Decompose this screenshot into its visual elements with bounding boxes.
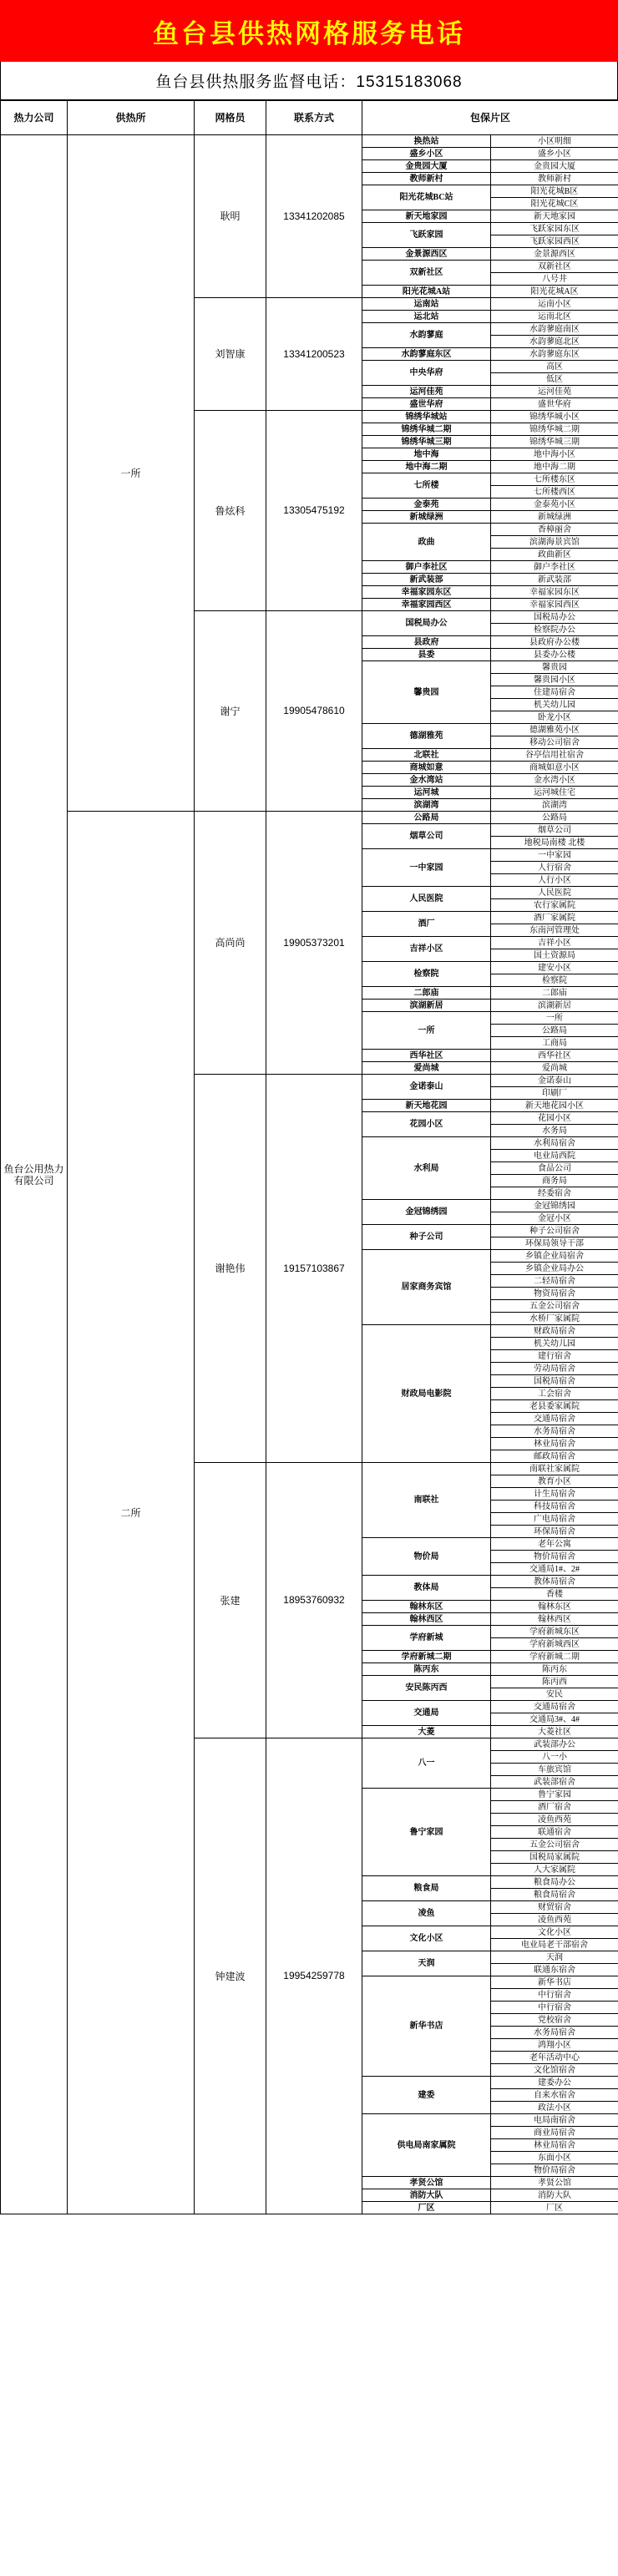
block-cell: 翰林东区 bbox=[362, 1601, 491, 1613]
sub-area-cell: 地中海二期 bbox=[491, 461, 618, 473]
sub-area-cell: 金冠小区 bbox=[491, 1212, 618, 1225]
sub-area-cell: 物价局宿舍 bbox=[491, 2164, 618, 2177]
sub-area-cell: 东面小区 bbox=[491, 2152, 618, 2164]
sub-area-cell: 检察院办公 bbox=[491, 624, 618, 636]
header-cell: 供热所 bbox=[68, 101, 195, 135]
block-cell: 财政局电影院 bbox=[362, 1325, 491, 1463]
supervision-hotline: 鱼台县供热服务监督电话：15315183068 bbox=[0, 62, 618, 100]
sub-area-cell: 盛乡小区 bbox=[491, 148, 618, 160]
block-cell: 双新社区 bbox=[362, 261, 491, 286]
block-cell: 御户李社区 bbox=[362, 561, 491, 574]
block-cell: 大菱 bbox=[362, 1726, 491, 1738]
block-cell: 水利局 bbox=[362, 1137, 491, 1200]
sub-area-cell: 飞跃家园西区 bbox=[491, 235, 618, 248]
block-cell: 锦绣华城三期 bbox=[362, 436, 491, 448]
sub-area-cell: 国税局家属院 bbox=[491, 1851, 618, 1864]
block-cell: 金水湾站 bbox=[362, 774, 491, 787]
sub-area-cell: 商务局 bbox=[491, 1175, 618, 1187]
sub-area-cell: 林业局宿舍 bbox=[491, 2139, 618, 2152]
block-cell: 粮食局 bbox=[362, 1876, 491, 1901]
sub-area-cell: 阳光花城B区 bbox=[491, 185, 618, 198]
sub-area-cell: 滨湖湾 bbox=[491, 799, 618, 812]
worker-name: 耿明 bbox=[195, 135, 266, 298]
sub-area-cell: 建委办公 bbox=[491, 2077, 618, 2089]
sub-area-cell: 交通局3#、4# bbox=[491, 1713, 618, 1726]
block-cell: 种子公司 bbox=[362, 1225, 491, 1250]
sub-area-cell: 林业局宿舍 bbox=[491, 1438, 618, 1450]
sub-area-cell: 移动公司宿舍 bbox=[491, 736, 618, 749]
block-cell: 阳光花城BC站 bbox=[362, 185, 491, 210]
sub-area-cell: 食品公司 bbox=[491, 1162, 618, 1175]
sub-area-cell: 八一小 bbox=[491, 1751, 618, 1764]
sub-area-cell: 科技局宿舍 bbox=[491, 1501, 618, 1513]
worker-phone: 19157103867 bbox=[266, 1075, 362, 1463]
block-cell: 教师新村 bbox=[362, 173, 491, 185]
sub-area-cell: 车旅宾馆 bbox=[491, 1764, 618, 1776]
sub-area-cell: 文化小区 bbox=[491, 1926, 618, 1939]
block-cell: 滨湖新居 bbox=[362, 1000, 491, 1012]
sub-area-cell: 陈丙西 bbox=[491, 1676, 618, 1688]
worker-name: 谢艳伟 bbox=[195, 1075, 266, 1463]
block-cell: 运河城 bbox=[362, 787, 491, 799]
sub-area-cell: 种子公司宿舍 bbox=[491, 1225, 618, 1237]
block-cell: 新城绿洲 bbox=[362, 511, 491, 524]
sub-area-cell: 金冠锦绣园 bbox=[491, 1200, 618, 1212]
sub-area-cell: 水务局 bbox=[491, 1125, 618, 1137]
sub-area-cell: 农行家属院 bbox=[491, 899, 618, 912]
block-cell: 七所楼 bbox=[362, 473, 491, 498]
block-cell: 陈丙东 bbox=[362, 1663, 491, 1676]
block-cell: 商城如意 bbox=[362, 762, 491, 774]
block-cell: 学府新城 bbox=[362, 1626, 491, 1651]
sub-area-cell: 吉祥小区 bbox=[491, 937, 618, 949]
sub-area-cell: 运河佳苑 bbox=[491, 386, 618, 398]
block-cell: 地中海 bbox=[362, 448, 491, 461]
block-cell: 检察院 bbox=[362, 962, 491, 987]
sub-area-cell: 商业局宿舍 bbox=[491, 2127, 618, 2139]
sub-area-cell: 经委宿舍 bbox=[491, 1187, 618, 1200]
block-cell: 金冠锦绣园 bbox=[362, 1200, 491, 1225]
block-cell: 新天地花园 bbox=[362, 1100, 491, 1112]
sub-area-cell: 人大家属院 bbox=[491, 1864, 618, 1876]
header-cell: 网格员 bbox=[195, 101, 266, 135]
block-cell: 安民陈丙西 bbox=[362, 1676, 491, 1701]
sub-area-cell: 新城绿洲 bbox=[491, 511, 618, 524]
sub-area-cell: 金泰苑小区 bbox=[491, 498, 618, 511]
sub-area-cell: 计生局宿舍 bbox=[491, 1488, 618, 1501]
sub-area-cell: 水韵蓼庭东区 bbox=[491, 348, 618, 361]
sub-area-cell: 五金公司宿舍 bbox=[491, 1839, 618, 1851]
sub-area-cell: 财政局宿舍 bbox=[491, 1325, 618, 1338]
sub-area-cell: 老年公寓 bbox=[491, 1538, 618, 1551]
sub-area-cell: 二郎庙 bbox=[491, 987, 618, 1000]
sub-area-cell: 锦绣华城三期 bbox=[491, 436, 618, 448]
sub-area-cell: 工会宿舍 bbox=[491, 1388, 618, 1400]
block-cell: 水韵蓼庭 bbox=[362, 323, 491, 348]
sub-area-cell: 机关幼儿园 bbox=[491, 699, 618, 711]
block-cell: 吉祥小区 bbox=[362, 937, 491, 962]
block-cell: 幸福家园西区 bbox=[362, 599, 491, 611]
sub-area-cell: 县委办公楼 bbox=[491, 649, 618, 661]
block-cell: 八一 bbox=[362, 1738, 491, 1789]
block-cell: 建委 bbox=[362, 2077, 491, 2114]
sub-area-cell: 飞跃家园东区 bbox=[491, 223, 618, 235]
sub-area-cell: 中行宿舍 bbox=[491, 2002, 618, 2014]
worker-phone: 19905373201 bbox=[266, 812, 362, 1075]
worker-name: 鲁炫科 bbox=[195, 411, 266, 611]
sub-area-cell: 新武装部 bbox=[491, 574, 618, 586]
sub-area-cell: 消防大队 bbox=[491, 2189, 618, 2202]
sub-area-cell: 馨贵园 bbox=[491, 661, 618, 674]
block-cell: 运南站 bbox=[362, 298, 491, 311]
sub-area-cell: 公路局 bbox=[491, 1025, 618, 1037]
table-row bbox=[1, 812, 618, 824]
block-cell: 酒厂 bbox=[362, 912, 491, 937]
block-cell: 金泰苑 bbox=[362, 498, 491, 511]
sub-area-cell: 陈丙东 bbox=[491, 1663, 618, 1676]
worker-name: 高尚尚 bbox=[195, 812, 266, 1075]
sub-area-cell: 教育小区 bbox=[491, 1475, 618, 1488]
sub-area-cell: 检察院 bbox=[491, 974, 618, 987]
page-title: 鱼台县供热网格服务电话 bbox=[0, 0, 618, 62]
sub-area-cell: 东南河管理处 bbox=[491, 924, 618, 937]
block-cell: 翰林西区 bbox=[362, 1613, 491, 1626]
block-cell: 运河佳苑 bbox=[362, 386, 491, 398]
sub-area-cell: 阳光花城A区 bbox=[491, 286, 618, 298]
block-cell: 鲁宁家园 bbox=[362, 1789, 491, 1876]
worker-name: 谢宁 bbox=[195, 611, 266, 812]
sub-area-cell: 金贵园大厦 bbox=[491, 160, 618, 173]
block-cell: 国税局办公 bbox=[362, 611, 491, 636]
sub-area-cell: 滨湖新居 bbox=[491, 1000, 618, 1012]
sub-area-cell: 文化馆宿舍 bbox=[491, 2064, 618, 2077]
sub-area-cell: 自来水宿舍 bbox=[491, 2089, 618, 2102]
block-cell: 厂区 bbox=[362, 2202, 491, 2214]
block-cell: 新天地家园 bbox=[362, 210, 491, 223]
sub-area-cell: 交通局宿舍 bbox=[491, 1701, 618, 1713]
sub-area-cell: 八号井 bbox=[491, 273, 618, 286]
block-cell: 县委 bbox=[362, 649, 491, 661]
sub-area-cell: 交通局宿舍 bbox=[491, 1413, 618, 1425]
sub-area-cell: 低区 bbox=[491, 373, 618, 386]
sub-area-cell: 花园小区 bbox=[491, 1112, 618, 1125]
block-cell: 花园小区 bbox=[362, 1112, 491, 1137]
block-cell: 公路局 bbox=[362, 812, 491, 824]
block-cell: 锦绣华城二期 bbox=[362, 423, 491, 436]
block-cell: 人民医院 bbox=[362, 887, 491, 912]
sub-area-cell: 财贸宿舍 bbox=[491, 1901, 618, 1914]
block-cell: 烟草公司 bbox=[362, 824, 491, 849]
sub-area-cell: 地税局南楼 北楼 bbox=[491, 837, 618, 849]
sub-area-cell: 国税局宿舍 bbox=[491, 1375, 618, 1388]
sub-area-cell: 印刷厂 bbox=[491, 1087, 618, 1100]
sub-area-cell: 锦绣华城二期 bbox=[491, 423, 618, 436]
worker-name: 钟建波 bbox=[195, 1738, 266, 2214]
sub-area-cell: 人民医院 bbox=[491, 887, 618, 899]
sub-area-cell: 馨贵园小区 bbox=[491, 674, 618, 686]
sub-area-cell: 香樟丽舍 bbox=[491, 524, 618, 536]
block-cell: 滨湖湾 bbox=[362, 799, 491, 812]
sub-area-cell: 幸福家园东区 bbox=[491, 586, 618, 599]
table-body bbox=[1, 101, 618, 2214]
sub-area-cell: 滨湖海景宾馆 bbox=[491, 536, 618, 549]
sub-area-cell: 盛世华府 bbox=[491, 398, 618, 411]
sub-area-cell: 物资局宿舍 bbox=[491, 1288, 618, 1300]
sub-area-cell: 环保局领导干部 bbox=[491, 1237, 618, 1250]
block-cell: 运北站 bbox=[362, 311, 491, 323]
sub-area-cell: 国税局办公 bbox=[491, 611, 618, 624]
block-cell: 地中海二期 bbox=[362, 461, 491, 473]
sub-area-cell: 教师新村 bbox=[491, 173, 618, 185]
sub-area-cell: 运南小区 bbox=[491, 298, 618, 311]
sub-area-cell: 住建局宿舍 bbox=[491, 686, 618, 699]
sub-area-cell: 孝贤公馆 bbox=[491, 2177, 618, 2189]
sub-area-cell: 粮食局宿舍 bbox=[491, 1889, 618, 1901]
sub-area-cell: 邮政局宿舍 bbox=[491, 1450, 618, 1463]
block-cell: 消防大队 bbox=[362, 2189, 491, 2202]
sub-area-cell: 厂区 bbox=[491, 2202, 618, 2214]
sub-area-cell: 武装部宿舍 bbox=[491, 1776, 618, 1789]
sub-area-cell: 御户李社区 bbox=[491, 561, 618, 574]
sub-area-cell: 爱尚城 bbox=[491, 1062, 618, 1075]
sub-area-cell: 教体局宿舍 bbox=[491, 1576, 618, 1588]
sub-area-cell: 金水湾小区 bbox=[491, 774, 618, 787]
sub-area-cell: 锦绣华城小区 bbox=[491, 411, 618, 423]
sub-area-cell: 香楼 bbox=[491, 1588, 618, 1601]
sub-area-cell: 县政府办公楼 bbox=[491, 636, 618, 649]
block-cell: 物价局 bbox=[362, 1538, 491, 1576]
sub-area-cell: 水务局宿舍 bbox=[491, 1425, 618, 1438]
worker-phone: 13305475192 bbox=[266, 411, 362, 611]
block-cell: 飞跃家园 bbox=[362, 223, 491, 248]
block-cell: 金景源西区 bbox=[362, 248, 491, 261]
block-cell: 供电局南家属院 bbox=[362, 2114, 491, 2177]
block-cell: 学府新城二期 bbox=[362, 1651, 491, 1663]
station-cell: 二所 bbox=[68, 812, 195, 2214]
sub-area-cell: 一所 bbox=[491, 1012, 618, 1025]
sub-area-cell: 人行小区 bbox=[491, 874, 618, 887]
sub-area-cell: 安民 bbox=[491, 1688, 618, 1701]
sub-area-cell: 水桥厂家属院 bbox=[491, 1313, 618, 1325]
block-cell: 换热站 bbox=[362, 135, 491, 148]
sub-area-cell: 工商局 bbox=[491, 1037, 618, 1050]
block-cell: 政曲 bbox=[362, 524, 491, 561]
block-cell: 文化小区 bbox=[362, 1926, 491, 1951]
block-cell: 交通局 bbox=[362, 1701, 491, 1726]
sub-area-cell: 酒厂宿舍 bbox=[491, 1801, 618, 1814]
sub-area-cell: 乡镇企业局办公 bbox=[491, 1263, 618, 1275]
sub-area-cell: 中行宿舍 bbox=[491, 1989, 618, 2002]
block-cell: 西华社区 bbox=[362, 1050, 491, 1062]
sub-area-cell: 国土资源局 bbox=[491, 949, 618, 962]
sub-area-cell: 双新社区 bbox=[491, 261, 618, 273]
sub-area-cell: 建行宿舍 bbox=[491, 1350, 618, 1363]
worker-phone: 13341200523 bbox=[266, 298, 362, 411]
sub-area-cell: 老县委家属院 bbox=[491, 1400, 618, 1413]
block-cell: 馨贵园 bbox=[362, 661, 491, 724]
station-cell: 一所 bbox=[68, 135, 195, 812]
worker-name: 张建 bbox=[195, 1463, 266, 1738]
header-row bbox=[1, 101, 618, 135]
sub-area-cell: 酒厂家属院 bbox=[491, 912, 618, 924]
sub-area-cell: 建安小区 bbox=[491, 962, 618, 974]
sub-area-cell: 粮食局办公 bbox=[491, 1876, 618, 1889]
sub-area-cell: 翰林西区 bbox=[491, 1613, 618, 1626]
sub-area-cell: 五金公司宿舍 bbox=[491, 1300, 618, 1313]
sub-area-cell: 人行宿舍 bbox=[491, 862, 618, 874]
sub-area-cell: 广电局宿舍 bbox=[491, 1513, 618, 1526]
block-cell: 锦绣华城站 bbox=[362, 411, 491, 423]
block-cell: 居家商务宾馆 bbox=[362, 1250, 491, 1325]
sub-area-cell: 公路局 bbox=[491, 812, 618, 824]
block-cell: 新华书店 bbox=[362, 1976, 491, 2077]
sub-area-cell: 水韵蓼庭南区 bbox=[491, 323, 618, 336]
sub-area-cell: 德湖雅苑小区 bbox=[491, 724, 618, 736]
sub-area-cell: 二轻局宿舍 bbox=[491, 1275, 618, 1288]
sub-area-cell: 商城如意小区 bbox=[491, 762, 618, 774]
sub-area-cell: 凌鱼西苑 bbox=[491, 1814, 618, 1826]
block-cell: 二郎庙 bbox=[362, 987, 491, 1000]
sub-area-cell: 联通东宿舍 bbox=[491, 1964, 618, 1976]
sub-area-cell: 大菱社区 bbox=[491, 1726, 618, 1738]
sub-area-cell: 烟草公司 bbox=[491, 824, 618, 837]
block-cell: 阳光花城A站 bbox=[362, 286, 491, 298]
block-cell: 天润 bbox=[362, 1951, 491, 1976]
block-cell: 一中家园 bbox=[362, 849, 491, 887]
company-cell: 鱼台公用热力有限公司 bbox=[1, 135, 68, 2214]
sub-area-cell: 七所楼西区 bbox=[491, 486, 618, 498]
sub-area-cell: 地中海小区 bbox=[491, 448, 618, 461]
sub-area-cell: 运河城住宅 bbox=[491, 787, 618, 799]
block-cell: 教体局 bbox=[362, 1576, 491, 1601]
sub-area-cell: 老年活动中心 bbox=[491, 2052, 618, 2064]
sub-area-cell: 西华社区 bbox=[491, 1050, 618, 1062]
sub-area-cell: 交通局1#、2# bbox=[491, 1563, 618, 1576]
sub-area-cell: 政曲新区 bbox=[491, 549, 618, 561]
block-cell: 中央华府 bbox=[362, 361, 491, 386]
worker-phone: 19905478610 bbox=[266, 611, 362, 812]
block-cell: 盛世华府 bbox=[362, 398, 491, 411]
block-cell: 南联社 bbox=[362, 1463, 491, 1538]
sub-area-cell: 金景源西区 bbox=[491, 248, 618, 261]
sub-area-cell: 学府新城二期 bbox=[491, 1651, 618, 1663]
sub-area-cell: 一中家园 bbox=[491, 849, 618, 862]
sub-area-cell: 凌鱼西苑 bbox=[491, 1914, 618, 1926]
sub-area-cell: 电业局老干部宿舍 bbox=[491, 1939, 618, 1951]
sub-area-cell: 新天地家园 bbox=[491, 210, 618, 223]
block-cell: 水韵蓼庭东区 bbox=[362, 348, 491, 361]
sub-area-cell: 学府新城东区 bbox=[491, 1626, 618, 1638]
sub-area-cell: 南联社家属院 bbox=[491, 1463, 618, 1475]
sub-area-cell: 运南北区 bbox=[491, 311, 618, 323]
sub-area-cell: 党校宿舍 bbox=[491, 2014, 618, 2027]
sub-area-cell: 武装部办公 bbox=[491, 1738, 618, 1751]
sub-area-cell: 环保局宿舍 bbox=[491, 1526, 618, 1538]
block-cell: 德湖雅苑 bbox=[362, 724, 491, 749]
sub-area-cell: 七所楼东区 bbox=[491, 473, 618, 486]
sub-area-cell: 卧龙小区 bbox=[491, 711, 618, 724]
sub-area-cell: 小区明细 bbox=[491, 135, 618, 148]
service-table bbox=[0, 100, 618, 2214]
block-cell: 一所 bbox=[362, 1012, 491, 1050]
sub-area-cell: 阳光花城C区 bbox=[491, 198, 618, 210]
block-cell: 县政府 bbox=[362, 636, 491, 649]
worker-phone: 13341202085 bbox=[266, 135, 362, 298]
block-cell: 幸福家园东区 bbox=[362, 586, 491, 599]
block-cell: 盛乡小区 bbox=[362, 148, 491, 160]
sub-area-cell: 谷亭信用社宿舍 bbox=[491, 749, 618, 762]
header-cell: 热力公司 bbox=[1, 101, 68, 135]
sub-area-cell: 水利局宿舍 bbox=[491, 1137, 618, 1150]
sub-area-cell: 物价局宿舍 bbox=[491, 1551, 618, 1563]
block-cell: 孝贤公馆 bbox=[362, 2177, 491, 2189]
sub-area-cell: 机关幼儿园 bbox=[491, 1338, 618, 1350]
sub-area-cell: 新华书店 bbox=[491, 1976, 618, 1989]
sub-area-cell: 鲁宁家园 bbox=[491, 1789, 618, 1801]
table-row bbox=[1, 135, 618, 148]
block-cell: 北联社 bbox=[362, 749, 491, 762]
sub-area-cell: 鸿翔小区 bbox=[491, 2039, 618, 2052]
sub-area-cell: 水韵蓼庭北区 bbox=[491, 336, 618, 348]
block-cell: 爱尚城 bbox=[362, 1062, 491, 1075]
header-cell: 包保片区 bbox=[362, 101, 618, 135]
sub-area-cell: 电业局西院 bbox=[491, 1150, 618, 1162]
sub-area-cell: 天润 bbox=[491, 1951, 618, 1964]
worker-phone: 18953760932 bbox=[266, 1463, 362, 1738]
sub-area-cell: 联通宿舍 bbox=[491, 1826, 618, 1839]
sub-area-cell: 乡镇企业局宿舍 bbox=[491, 1250, 618, 1263]
sub-area-cell: 政法小区 bbox=[491, 2102, 618, 2114]
block-cell: 金诺泰山 bbox=[362, 1075, 491, 1100]
block-cell: 金贵园大厦 bbox=[362, 160, 491, 173]
sub-area-cell: 新天地花园小区 bbox=[491, 1100, 618, 1112]
sub-area-cell: 劳动局宿舍 bbox=[491, 1363, 618, 1375]
sub-area-cell: 幸福家园西区 bbox=[491, 599, 618, 611]
sub-area-cell: 水务局宿舍 bbox=[491, 2027, 618, 2039]
sub-area-cell: 高区 bbox=[491, 361, 618, 373]
worker-phone: 19954259778 bbox=[266, 1738, 362, 2214]
sub-area-cell: 学府新城西区 bbox=[491, 1638, 618, 1651]
sub-area-cell: 电局南宿舍 bbox=[491, 2114, 618, 2127]
header-cell: 联系方式 bbox=[266, 101, 362, 135]
worker-name: 刘智康 bbox=[195, 298, 266, 411]
block-cell: 新武装部 bbox=[362, 574, 491, 586]
sub-area-cell: 金诺泰山 bbox=[491, 1075, 618, 1087]
block-cell: 凌鱼 bbox=[362, 1901, 491, 1926]
sub-area-cell: 翰林东区 bbox=[491, 1601, 618, 1613]
